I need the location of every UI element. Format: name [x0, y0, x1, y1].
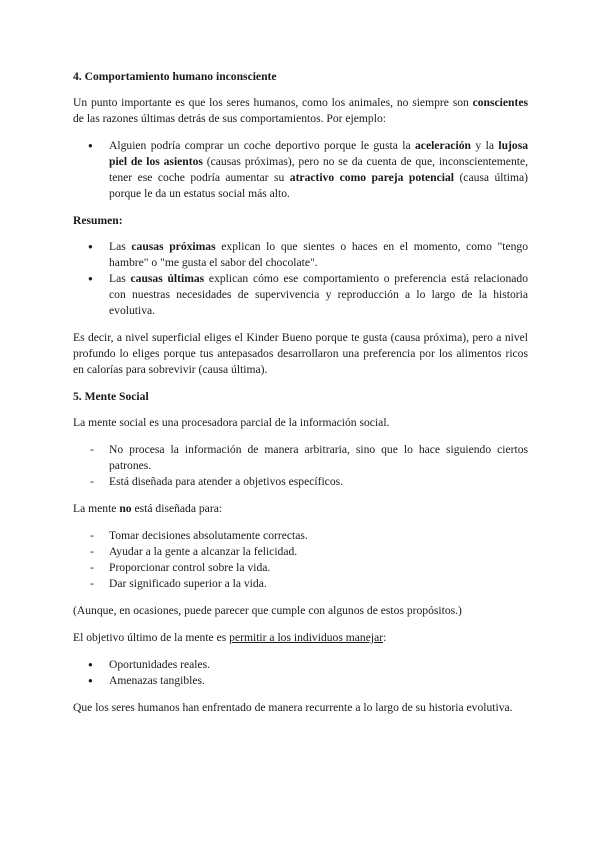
list-item: ● Oportunidades reales. — [73, 657, 528, 673]
document-content — [73, 69, 528, 727]
list-item: ● Alguien podría comprar un coche deportivo porque le gusta la aceleración y la lujosa piel de los asientos (causas próximas), pero no se da cuenta de que, inconscientemente, tener ese coche podría aumentar su atractivo como pareja potencial (causa última) porque le da un estatus social más alto. — [73, 138, 528, 202]
list-item: ● Las causas próximas explican lo que sientes o haces en el momento, como "tengo hambre" o "me gusta el sabor del chocolate". — [73, 239, 528, 271]
example-list — [73, 138, 528, 202]
list-item: ● Las causas últimas explican cómo ese comportamiento o preferencia está relacionado con nuestras necesidades de supervivencia y reproducción a lo largo de la historia evolutiva. — [73, 271, 528, 319]
list-item: - Ayudar a la gente a alcanzar la felicidad. — [73, 544, 528, 560]
section-5-intro: La mente social es una procesadora parcial de la información social. — [73, 416, 390, 429]
list-item: - Dar significado superior a la vida. — [73, 576, 528, 592]
social-mind-points — [73, 442, 528, 490]
goal-list — [73, 657, 528, 689]
section-5-heading: 5. Mente Social — [73, 390, 149, 403]
section-4-heading: 4. Comportamiento humano inconsciente — [73, 70, 277, 83]
closing-paragraph: Que los seres humanos han enfrentado de manera recurrente a lo largo de su historia evolutiva. — [73, 701, 513, 714]
list-item: - Proporcionar control sobre la vida. — [73, 560, 528, 576]
list-item: - No procesa la información de manera arbitraria, sino que lo hace siguiendo ciertos patrones. — [73, 442, 528, 474]
purpose-note: (Aunque, en ocasiones, puede parecer que cumple con algunos de estos propósitos.) — [73, 604, 462, 617]
list-item: ● Amenazas tangibles. — [73, 673, 528, 689]
summary-list — [73, 239, 528, 319]
not-designed-list — [73, 528, 528, 592]
summary-conclusion: Es decir, a nivel superficial eliges el Kinder Bueno porque te gusta (causa próxima), pero a nivel profundo lo eliges porque tus antepasados desarrollaron una preferencia por los alimentos ricos en calorías para sobrevivir (causa última). — [73, 331, 528, 376]
section-4-intro: Un punto importante es que los seres humanos, como los animales, no siempre son conscientes de las razones últimas detrás de sus comportamientos. Por ejemplo: — [73, 96, 528, 125]
summary-heading: Resumen: — [73, 214, 123, 227]
list-item: - Tomar decisiones absolutamente correctas. — [73, 528, 528, 544]
list-item: - Está diseñada para atender a objetivos específicos. — [73, 474, 528, 490]
not-designed-lead: La mente no está diseñada para: — [73, 502, 223, 515]
goal-lead: El objetivo último de la mente es permitir a los individuos manejar: — [73, 631, 387, 644]
